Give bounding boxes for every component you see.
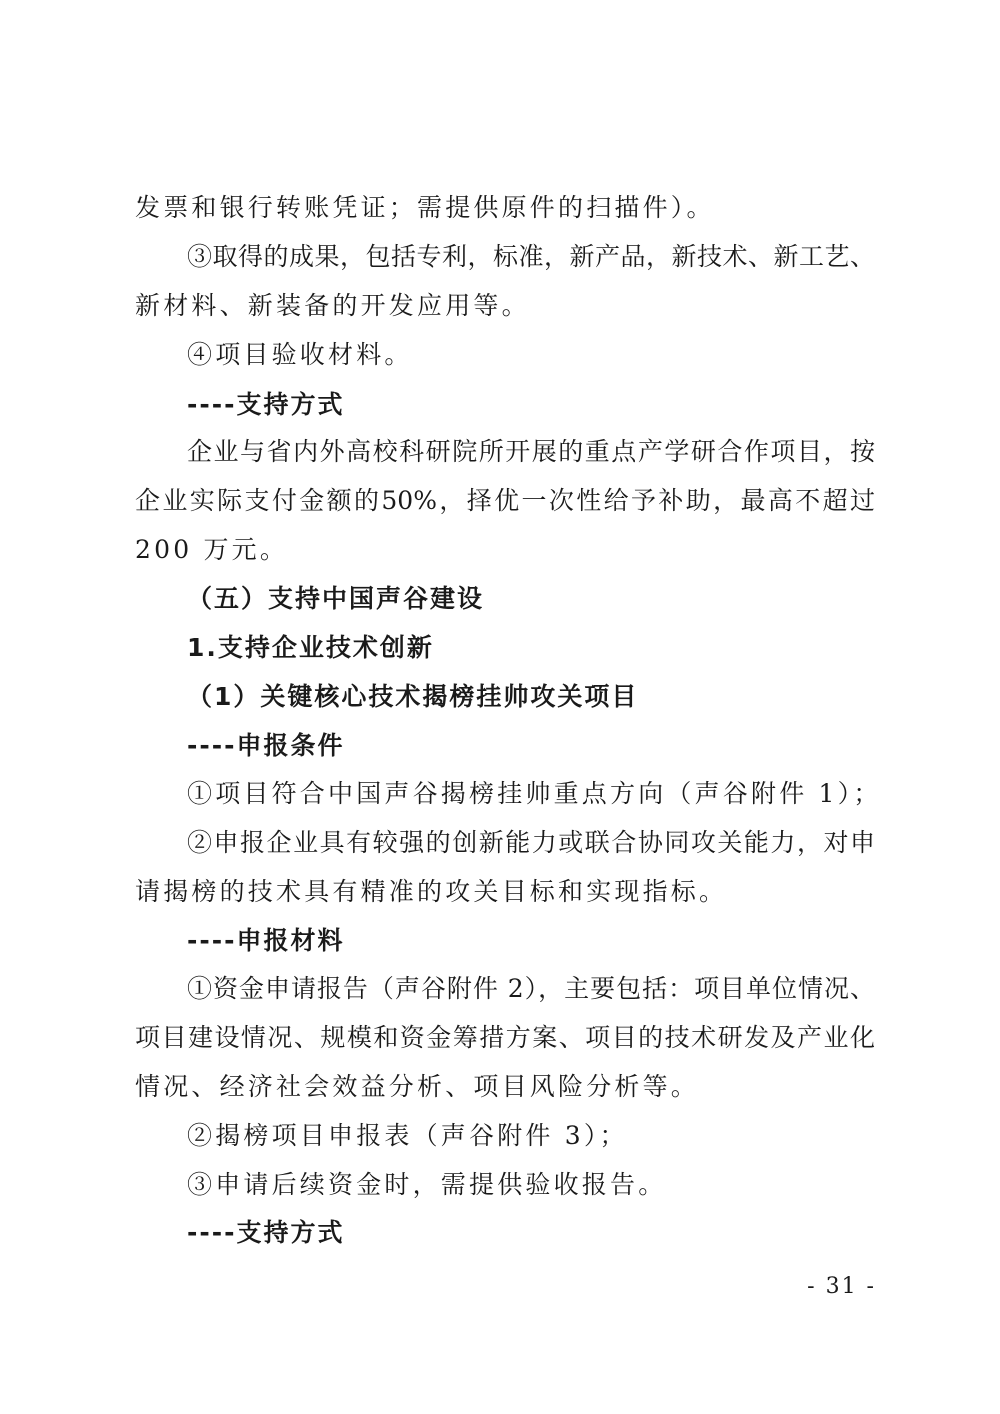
section-heading: （1）关键核心技术揭榜挂帅攻关项目 (187, 682, 639, 711)
paragraph-line: 项目建设情况、规模和资金筹措方案、项目的技术研发及产业化 (135, 1023, 875, 1052)
paragraph-line: ①资金申请报告（声谷附件 2），主要包括：项目单位情况、 (187, 974, 875, 1003)
section-subheading: ----支持方式 (187, 1218, 345, 1247)
paragraph-line: ②揭榜项目申报表（声谷附件 3）； (187, 1121, 628, 1150)
paragraph-line: ③取得的成果，包括专利，标准，新产品，新技术、新工艺、 (187, 242, 875, 271)
paragraph-line: ③申请后续资金时，需提供验收报告。 (187, 1170, 667, 1199)
paragraph-line: 情况、经济社会效益分析、项目风险分析等。 (135, 1072, 700, 1101)
section-subheading: ----申报材料 (187, 926, 345, 955)
paragraph-line: ②申报企业具有较强的创新能力或联合协同攻关能力，对申 (187, 828, 875, 857)
paragraph-line: 新材料、新装备的开发应用等。 (135, 291, 530, 320)
section-subheading: ----申报条件 (187, 731, 345, 760)
paragraph-line: 企业实际支付金额的50%，择优一次性给予补助，最高不超过 (135, 486, 875, 515)
page-number: - 31 - (807, 1274, 876, 1299)
section-heading: 1.支持企业技术创新 (187, 633, 434, 662)
paragraph-line: 企业与省内外高校科研院所开展的重点产学研合作项目，按 (187, 437, 875, 466)
paragraph-line: ①项目符合中国声谷揭榜挂帅重点方向（声谷附件 1）； (187, 779, 882, 808)
paragraph-line: 发票和银行转账凭证；需提供原件的扫描件）。 (135, 193, 715, 222)
paragraph-line: 200 万元。 (135, 535, 289, 564)
paragraph-line: ④项目验收材料。 (187, 340, 413, 369)
section-subheading: ----支持方式 (187, 390, 345, 419)
section-heading: （五）支持中国声谷建设 (187, 584, 485, 613)
paragraph-line: 请揭榜的技术具有精准的攻关目标和实现指标。 (135, 877, 728, 906)
